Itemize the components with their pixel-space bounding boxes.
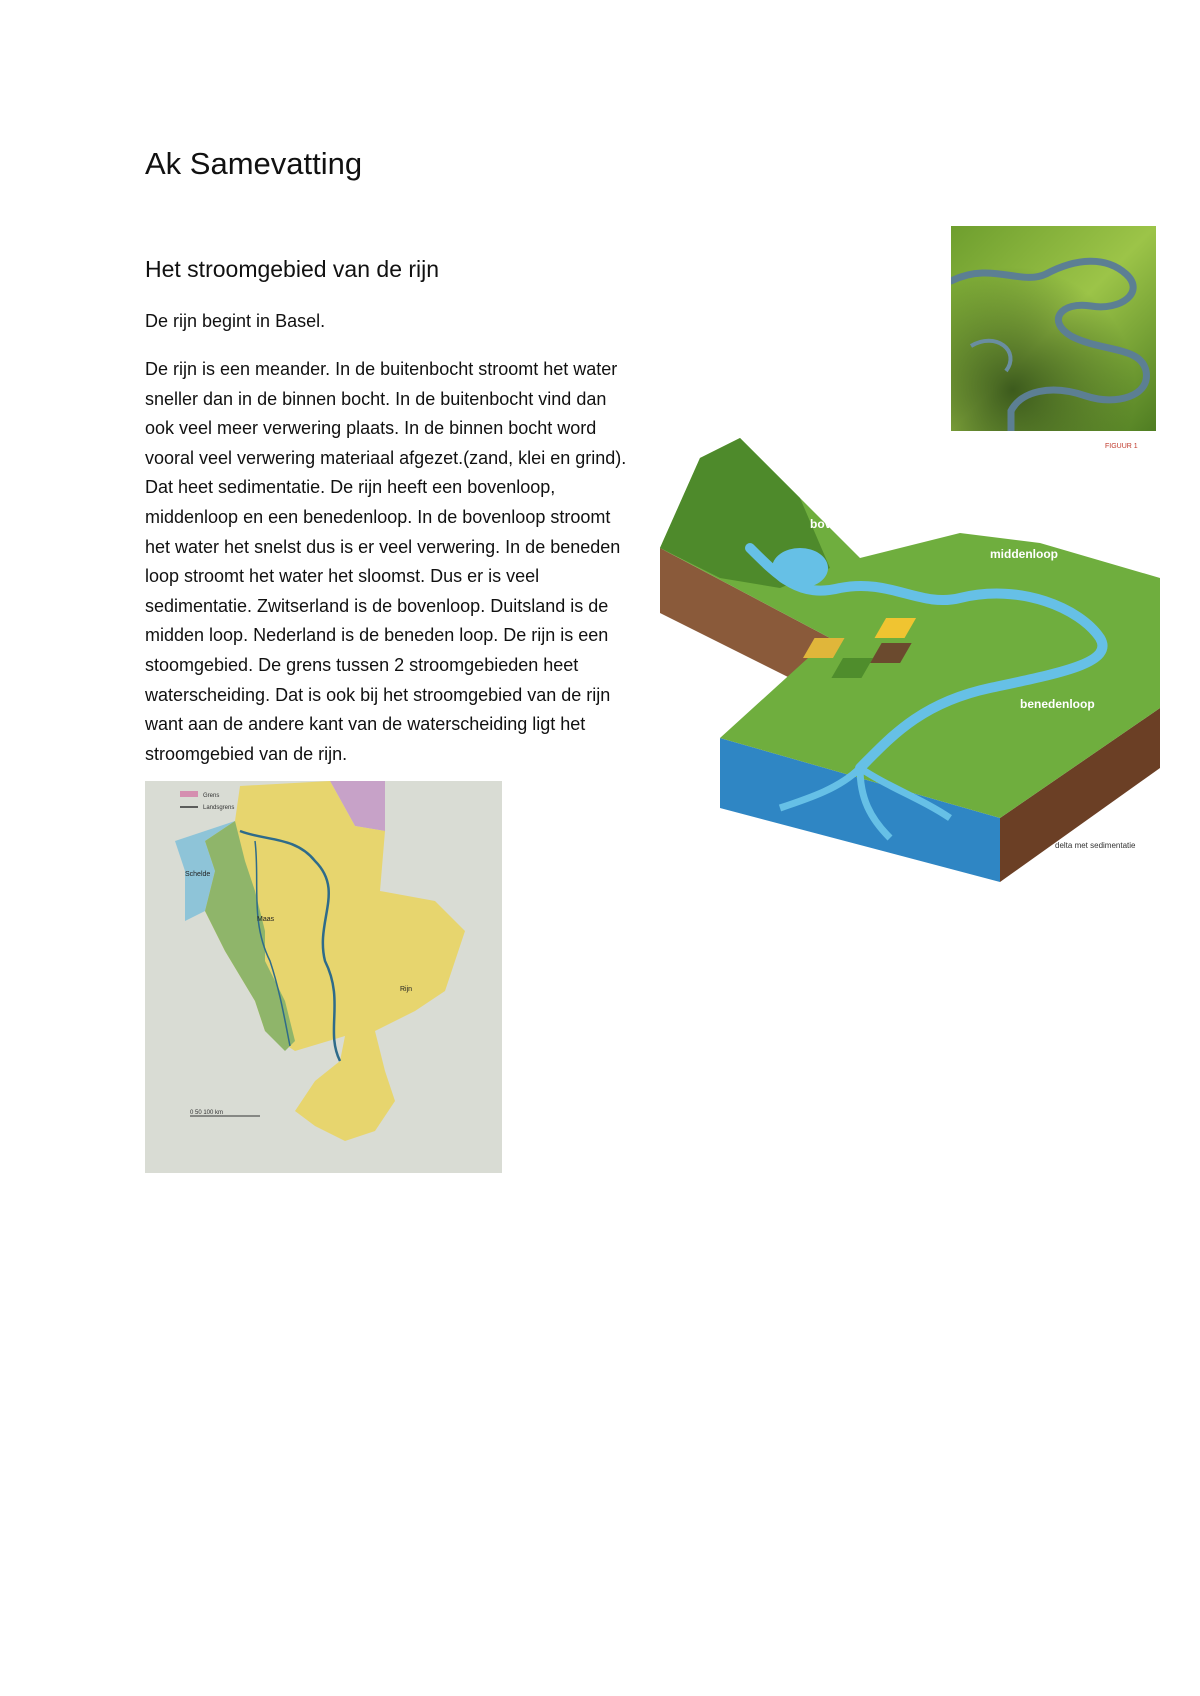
map-legend-landsgrens: Landsgrens <box>203 805 235 811</box>
river-course-diagram <box>660 438 1160 882</box>
diagram-label-delta: delta met sedimentatie <box>1055 841 1136 850</box>
map-label-rijn: Rijn <box>400 986 413 993</box>
paragraph-main: De rijn is een meander. In de buitenbocht stroomt het water sneller dan in de binnen bocht. In de buitenbocht vind dan ook veel meer verwering plaats. In de binnen bocht word vooral veel verwering materiaal afgezet.(zand, klei en grind). Dat heet sedimentatie. De rijn heeft een bovenloop, middenloop en een benedenloop. In de bovenloop stroomt het water het snelst dus is er veel verwering. In de beneden loop stroomt het water het sloomst. Dus er is veel sedimentatie. Zwitserland is de bovenloop. Duitsland is de midden loop. Nederland is de beneden loop. De rijn is een stoomgebied. De grens tussen 2 stroomgebieden heet waterscheiding. Dat is ook bij het stroomgebied van de rijn want aan de andere kant van de waterscheiding ligt het stroomgebied van de rijn. <box>145 359 627 764</box>
section-heading: Het stroomgebied van de rijn <box>145 256 440 282</box>
map-scale: 0 50 100 km <box>190 1110 224 1116</box>
map-label-schelde: Schelde <box>185 871 211 878</box>
document-title: Ak Samevatting <box>145 146 363 181</box>
diagram-label-upper: bovenloop <box>810 517 871 531</box>
map-label-maas: Maas <box>257 916 275 923</box>
paragraph-basel: De rijn begint in Basel. <box>145 311 326 331</box>
map-legend-border: Grens <box>203 793 220 799</box>
diagram-label-middle: middenloop <box>990 547 1058 561</box>
diagram-label-lower: benedenloop <box>1020 697 1095 711</box>
meander-photo <box>951 226 1156 431</box>
diagram-figure-tag: FIGUUR 1 <box>1105 443 1138 450</box>
rhine-basin-map <box>145 781 502 1173</box>
